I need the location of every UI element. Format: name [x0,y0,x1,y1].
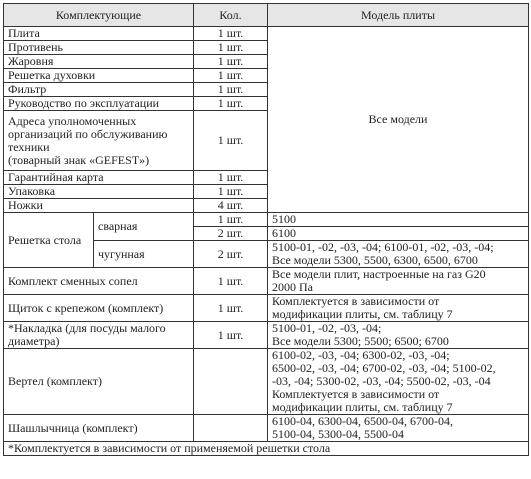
row-name: Гарантийная карта [4,171,194,185]
model-line: 5100-01, -02, -03, -04; 6100-01, -02, -03, -04; [272,240,494,254]
row-name: Упаковка [4,185,194,199]
addr-line: организаций по обслуживанию [8,126,168,141]
addr-line: Адреса уполномоченных [8,113,137,128]
row-qty: 1 шт. [194,213,268,227]
row-qty: 1 шт. [194,322,268,349]
name-line: *Накладка (для посуды малого [8,321,166,335]
table-row [4,322,529,349]
row-name: Противень [4,41,194,55]
components-table [3,3,529,456]
header-model: Модель плиты [268,4,529,27]
subtype-chugunnaya: чугунная [94,241,194,268]
row-qty: 1 шт. [194,295,268,322]
row-name: Жаровня [4,55,194,69]
row-qty: 4 шт. [194,199,268,213]
row-qty: 1 шт. [194,268,268,295]
table-row [4,415,529,442]
table-row [4,213,529,227]
table-row [4,295,529,322]
addr-line: техники [8,139,50,154]
model-line: Все модели плит, настроенные на газ G20 [272,267,486,281]
model-line: Комплектуется в зависимости от [272,387,440,401]
row-qty: 1 шт. [194,111,268,171]
row-model-multiline [268,295,529,322]
model-line: 5100-04, 5300-04, 5500-04 [272,427,404,441]
model-line: 5100-01, -02, -03, -04; [272,321,382,335]
table-row [4,349,529,415]
row-qty: 1 шт. [194,83,268,97]
row-qty: 2 шт. [194,227,268,241]
header-component: Комплектующие [4,4,194,27]
model-line: 6100-02, -03, -04; 6300-02, -03, -04; [272,348,450,362]
row-model-multiline [268,241,529,268]
row-name: Решетка духовки [4,69,194,83]
addr-line: (товарный знак «GEFEST») [8,152,150,167]
row-model-multiline [268,349,529,415]
table-row [4,27,529,41]
row-qty: 1 шт. [194,97,268,111]
row-name: Решетка стола [4,213,94,268]
row-qty: 1 шт. [194,41,268,55]
row-model-multiline [268,415,529,442]
row-model-multiline [268,322,529,349]
row-qty: 2 шт. [194,241,268,268]
name-line: диаметра) [8,334,60,348]
model-line: модификации плиты, см. таблицу 7 [272,400,453,414]
row-name-multiline [4,322,194,349]
row-qty: 1 шт. [194,185,268,199]
model-line: 2000 Па [272,280,313,294]
row-name: Фильтр [4,83,194,97]
model-line: Все модели 5300; 5500; 6500; 6700 [272,334,449,348]
row-model: 6100 [268,227,529,241]
row-name: Шашлычница (комплект) [4,415,194,442]
row-name-multiline [4,111,194,171]
header-qty: Кол. [194,4,268,27]
all-models-cell: Все модели [268,27,529,213]
row-name: Вертел (комплект) [4,349,194,415]
footnote-row [4,442,529,456]
subtype-svarnaya: сварная [94,213,194,241]
row-name: Щиток с крепежом (комплект) [4,295,194,322]
row-name: Ножки [4,199,194,213]
row-qty: 1 шт. [194,69,268,83]
model-line: Все модели 5300, 5500, 6300, 6500, 6700 [272,253,478,267]
row-qty: 1 шт. [194,171,268,185]
row-qty-empty [194,415,268,442]
model-line: -03, -04; 5300-02, -03, -04; 5500-02, -03, -04 [272,374,491,388]
model-line: Комплектуется в зависимости от [272,294,440,308]
model-line: 6500-02, -03, -04; 6700-02, -03, -04; 5100-02, [272,361,496,375]
row-name: Руководство по эксплуатации [4,97,194,111]
row-qty-empty [194,349,268,415]
row-qty: 1 шт. [194,55,268,69]
table-header-row [4,4,529,27]
model-line: 6100-04, 6300-04, 6500-04, 6700-04, [272,414,453,428]
row-name: Плита [4,27,194,41]
footnote: *Комплектуется в зависимости от применяемой решетки стола [4,442,529,456]
row-model-multiline [268,268,529,295]
model-line: модификации плиты, см. таблицу 7 [272,307,453,321]
row-qty: 1 шт. [194,27,268,41]
table-row [4,268,529,295]
row-name: Комплект сменных сопел [4,268,194,295]
row-model: 5100 [268,213,529,227]
